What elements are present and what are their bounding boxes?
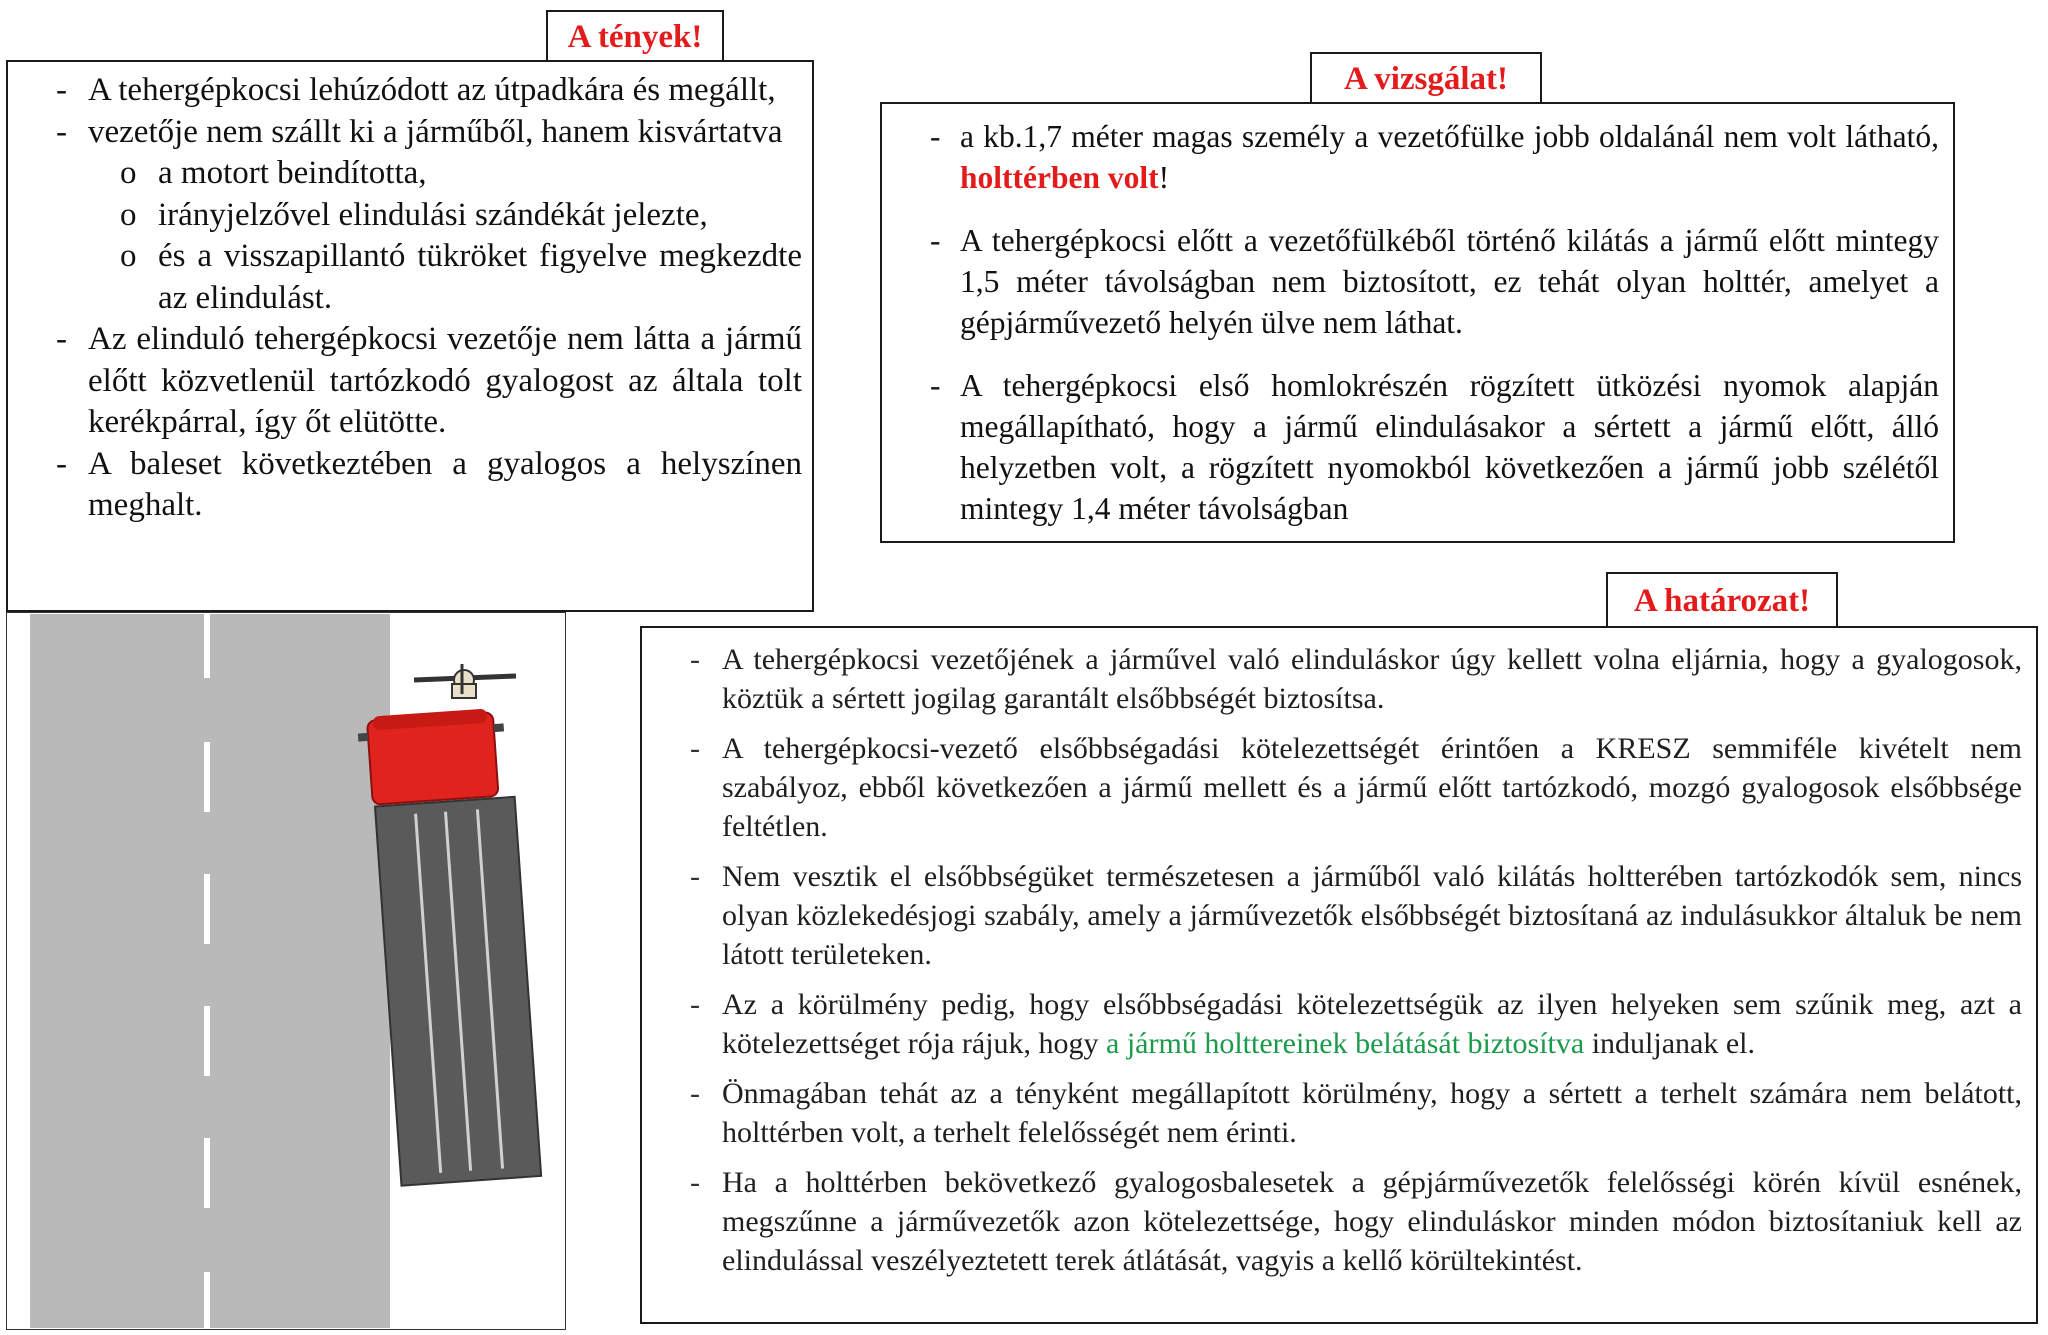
list-item: - Az a körülmény pedig, hogy elsőbbségadási kötelezettségük az ilyen helyeken sem szűnik meg, azt a kötelezettséget rója rájuk, hogy a jármű holttereinek belátását biztosítva induljanak el. — [690, 988, 2022, 1060]
hatarozat-title: A határozat! — [1606, 572, 1838, 628]
hatarozat-list — [642, 640, 2022, 1280]
road-surface — [30, 614, 390, 1328]
list-item: - Nem vesztik el elsőbbségüket természetesen a járműből való kilátás holtterében tartózkodók sem, nincs olyan közlekedésjogi szabály, amely a járművezetők elsőbbségét biztosítaná az indulásukkor általuk be nem látott területeken. — [690, 860, 2022, 971]
road-svg — [6, 612, 566, 1330]
sub-list-item: o és a visszapillantó tükröket figyelve megkezdte az elindulást. — [120, 238, 802, 316]
list-item: - Önmagában tehát az a tényként megállapított körülmény, hogy a sértett a terhelt számára nem belátott, holttérben volt, a terhelt felelősségét nem érinti. — [690, 1077, 2022, 1149]
vizsgalat-title: A vizsgálat! — [1310, 52, 1542, 104]
hatarozat-box — [640, 626, 2038, 1324]
sub-list-item: o a motort beindította, — [120, 155, 427, 191]
vizsgalat-list — [882, 116, 1939, 529]
list-item: - A tehergépkocsi vezetőjének a járművel való elinduláskor úgy kellett volna eljárnia, hogy a gyalogosok, köztük a sértett jogilag garantált elsőbbségét biztosítsa. — [690, 643, 2022, 715]
list-item: - Az elinduló tehergépkocsi vezetője nem látta a jármű előtt közvetlenül tartózkodó gyalogost az általa tolt kerékpárral, így őt elütötte. — [56, 321, 802, 440]
list-item: - Ha a holttérben bekövetkező gyalogosbalesetek a gépjárművezetők felelősségi körén kívül esnének, megszűnne a járművezetők azon kötelezettsége, hogy elinduláskor minden módon biztosítaniuk kell az elindulással veszélyeztetett terek átlátását, vagyis a kellő körültekintést. — [690, 1166, 2022, 1277]
list-item: - A tehergépkocsi előtt a vezetőfülkéből történő kilátás a jármű előtt mintegy 1,5 méter távolságban nem biztosított, ez tehát olyan holttér, amelyet a gépjárművezető helyén ülve nem láthat. — [930, 223, 1939, 340]
tenyek-list — [8, 70, 802, 527]
vizsgalat-box — [880, 102, 1955, 543]
list-item: - A tehergépkocsi-vezető elsőbbségadási kötelezettségét érintően a KRESZ semmiféle kivételt nem szabályoz, ebből következően a jármű mellett és a jármű előtt tartózkodó, mozgó gyalogosok elsőbbsége feltétlen. — [690, 732, 2022, 843]
tenyek-title: A tények! — [546, 10, 724, 62]
list-item: - A baleset következtében a gyalogos a helyszínen meghalt. — [56, 445, 802, 523]
tenyek-box — [6, 60, 814, 612]
list-item: - vezetője nem szállt ki a járműből, hanem kisvártatva — [56, 113, 783, 150]
list-item: - A tehergépkocsi első homlokrészén rögzített ütközési nyomok alapján megállapítható, hogy a jármű elindulásakor a sértett a jármű előtt, álló helyzetben volt, a rögzített nyomokból következően a jármű jobb szélétől mintegy 1,4 méter távolságban — [930, 368, 1939, 526]
sub-list-item: o irányjelzővel elindulási szándékát jelezte, — [120, 196, 708, 233]
road-illustration — [6, 612, 566, 1330]
green-highlight: a jármű holttereinek belátását biztosítva — [1106, 1027, 1585, 1060]
list-item: - A tehergépkocsi lehúzódott az útpadkára és megállt, — [56, 72, 776, 108]
holtter-highlight: holttérben volt — [960, 160, 1159, 195]
list-item: - a kb.1,7 méter magas személy a vezetőfülke jobb oldalánál nem volt látható, holttérben volt! — [930, 119, 1939, 195]
